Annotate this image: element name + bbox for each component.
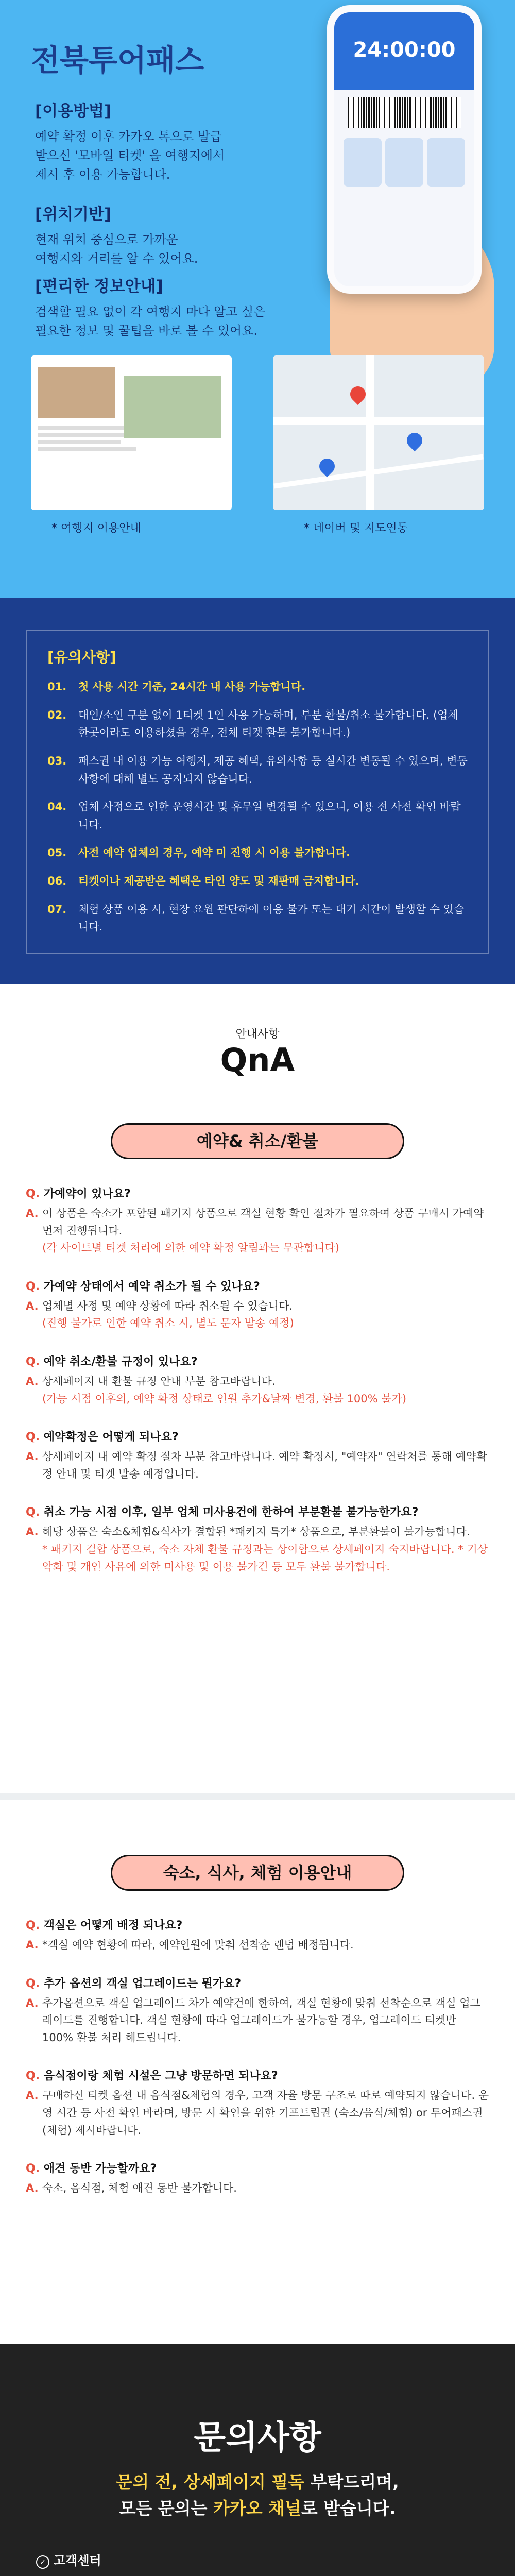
notice-text: 패스권 내 이용 가능 여행지, 제공 혜택, 유의사항 등 실시간 변동될 수 있으며, 변동 사항에 대해 별도 공지되지 않습니다. <box>78 754 468 785</box>
qna-question: Q. 추가 옵션의 객실 업그레이드는 뭔가요? <box>26 1977 242 1990</box>
phone-mockup <box>327 5 482 294</box>
qna-answer: A. 숙소, 음식점, 체험 애견 동반 불가합니다. <box>26 2182 237 2195</box>
qna-item <box>26 1975 489 2047</box>
qna-answer: A. 이 상품은 숙소가 포함된 패키지 상품으로 객실 현황 확인 절차가 필요하여 상품 구매시 가예약 먼저 진행됩니다. (각 사이트별 티켓 처리에 의한 예약 확정 알림과는 무관합니다) <box>26 1207 484 1255</box>
intro-block-line: 현재 위치 중심으로 가까운 <box>35 232 178 247</box>
contact-subtitle: 문의 전, 상세페이지 필독 부탁드리며, 모든 문의는 카카오 채널로 받습니다. <box>116 2472 399 2519</box>
qna-list-reservation <box>26 1185 489 1596</box>
qna-item <box>26 1503 489 1575</box>
intro-block-line: 예약 확정 이후 카카오 톡으로 발급 <box>35 129 222 144</box>
map-card <box>273 355 484 510</box>
notice-number: 02. <box>47 708 67 721</box>
intro-block-head: [위치기반] <box>35 205 112 224</box>
notice-text: 체험 상품 이용 시, 현장 요원 판단하에 이용 불가 또는 대기 시간이 발생할 수 있습니다. <box>78 903 465 934</box>
qna-question: Q. 음식점이랑 체험 시설은 그냥 방문하면 되나요? <box>26 2070 278 2083</box>
qna-question: Q. 객실은 어떻게 배정 되나요? <box>26 1919 183 1932</box>
qna-answer: A. *객실 예약 현황에 따라, 예약인원에 맞춰 선착순 랜덤 배정됩니다. <box>26 1939 354 1951</box>
notice-section <box>0 598 515 984</box>
qna-answer: A. 해당 상품은 숙소&체험&식사가 결합된 *패키지 특가* 상품으로, 부분환불이 불가능합니다. * 패키지 결합 상품으로, 숙소 자체 환불 규정과는 상이함으로 상세페이지 숙지바랍니다. * 기상악화 및 개인 사유에 의한 미사용 및 이용 불가건 등 모두 환불 불가합니다. <box>26 1526 488 1573</box>
qna-answer: A. 상세페이지 내 예약 확정 절차 부분 참고바랍니다. 예약 확정시, "예약자" 연락처를 통해 예약확정 안내 및 티켓 발송 예정입니다. <box>26 1450 487 1480</box>
place-info-card <box>31 355 232 510</box>
notice-number: 06. <box>47 875 67 888</box>
intro-block-line: 여행지와 거리를 알 수 있어요. <box>35 251 198 266</box>
phone-ticket-time: 24:00:00 <box>353 38 456 62</box>
caption-map-link: * 네이버 및 지도연동 <box>304 522 408 535</box>
qna-badge-small: 안내사항 <box>235 1028 280 1041</box>
qna-question: Q. 예약 취소/환불 규정이 있나요? <box>26 1355 198 1368</box>
qna-question: Q. 가예약 상태에서 예약 취소가 될 수 있나요? <box>26 1280 260 1293</box>
notice-number: 05. <box>47 846 67 859</box>
qna-item <box>26 1917 489 1954</box>
notice-row <box>47 798 468 834</box>
notice-box <box>26 630 489 954</box>
check-circle-icon: ✓ <box>36 2555 49 2569</box>
contact-title: 문의사항 <box>194 2419 321 2457</box>
feature-cards <box>31 355 484 535</box>
map-pin-icon <box>316 455 338 477</box>
place-thumbnail <box>427 138 465 187</box>
place-photo <box>124 376 221 438</box>
notice-text: 사전 예약 업체의 경우, 예약 미 진행 시 이용 불가합니다. <box>78 846 351 859</box>
qna-item <box>26 1428 489 1483</box>
intro-section <box>0 0 515 598</box>
caption-place-guide: * 여행지 이용안내 <box>52 522 141 535</box>
qna-section2-title: 숙소, 식사, 체험 이용안내 <box>111 1855 404 1891</box>
qna-section1-title: 예약& 취소/환불 <box>111 1123 404 1159</box>
qna-answer: A. 업체별 사정 및 예약 상황에 따라 취소될 수 있습니다. (진행 불가로 인한 예약 취소 시, 별도 문자 발송 예정) <box>26 1299 294 1330</box>
qna-question: Q. 취소 가능 시점 이후, 일부 업체 미사용건에 한하여 부분환불 불가능한가요? <box>26 1506 419 1519</box>
phone-tiles <box>341 138 467 187</box>
notice-row <box>47 706 468 742</box>
notice-row <box>47 752 468 788</box>
qna-item <box>26 2067 489 2139</box>
notice-text: 첫 사용 시간 기준, 24시간 내 사용 가능합니다. <box>78 681 306 693</box>
intro-block-line: 제시 후 이용 가능합니다. <box>35 167 170 182</box>
notice-number: 07. <box>47 903 67 916</box>
place-thumbnail <box>344 138 382 187</box>
notice-title: [유의사항] <box>47 649 116 666</box>
notice-row <box>47 844 468 862</box>
contact-section <box>0 2344 515 2576</box>
intro-block-location <box>35 201 323 268</box>
qna-answer: A. 추가옵션으로 객실 업그레이드 차가 예약건에 한하여, 객실 현황에 맞춰 선착순으로 객실 업그레이드를 진행합니다. 객실 현황에 따라 업그레이드가 불가능할 경우, 업그레이드 티켓만 100% 환불 처리 해드립니다. <box>26 1996 480 2044</box>
qna-list-facilities <box>26 1917 489 2218</box>
qna-question: Q. 애견 동반 가능할까요? <box>26 2162 157 2176</box>
notice-row <box>47 901 468 936</box>
intro-block-line: 필요한 정보 및 꿀팁을 바로 볼 수 있어요. <box>35 324 258 338</box>
qna-item <box>26 1353 489 1408</box>
intro-title: 전북투어패스 <box>31 43 204 78</box>
intro-block-info <box>35 273 323 341</box>
intro-block-line: 받으신 '모바일 티켓' 을 여행지에서 <box>35 148 225 163</box>
place-photo <box>38 367 115 418</box>
qna-answer: A. 구매하신 티켓 옵션 내 음식점&체험의 경우, 고객 자율 방문 구조로 따로 예약되지 않습니다. 운영 시간 등 사전 확인 바라며, 방문 시 확인을 위한 기프트립권 (숙소/음식/체험) or 투어패스권(체험) 제시바랍니다. <box>26 2089 489 2137</box>
qna-item <box>26 1278 489 1332</box>
map-pin-icon <box>404 430 425 451</box>
qna-item <box>26 1185 489 1257</box>
notice-number: 01. <box>47 681 67 693</box>
notice-row <box>47 872 468 890</box>
qna-item <box>26 2160 489 2197</box>
intro-block-line: 검색할 필요 없이 각 여행지 마다 알고 싶은 <box>35 304 266 319</box>
phone-ticket-header <box>334 12 474 90</box>
customer-center-label: ✓ 고객센터 <box>36 2550 101 2569</box>
intro-block-head: [이용방법] <box>35 102 112 121</box>
intro-block-head: [편리한 정보안내] <box>35 277 163 296</box>
qna-question: Q. 가예약이 있나요? <box>26 1188 131 1200</box>
notice-number: 04. <box>47 801 67 814</box>
qna-badge-title: QnA <box>220 1041 295 1079</box>
notice-number: 03. <box>47 754 67 767</box>
qna-question: Q. 예약확정은 어떻게 되나요? <box>26 1431 179 1444</box>
place-thumbnail <box>385 138 423 187</box>
qna-badge <box>211 1025 304 1079</box>
section-divider <box>0 1793 515 1800</box>
intro-block-usage <box>35 98 323 185</box>
notice-text: 대인/소인 구분 없이 1티켓 1인 사용 가능하며, 부분 환불/취소 불가합니다. (업체 한곳이라도 이용하셨을 경우, 전체 티켓 환불 불가합니다.) <box>78 708 458 739</box>
notice-row <box>47 678 468 696</box>
notice-text: 티켓이나 제공받은 혜택은 타인 양도 및 재판매 금지합니다. <box>78 875 360 888</box>
qna-answer: A. 상세페이지 내 환불 규정 안내 부분 참고바랍니다. (가능 시점 이후의, 예약 확정 상태로 인원 추가&날짜 변경, 환불 100% 불가) <box>26 1375 407 1405</box>
barcode-icon <box>348 97 461 128</box>
notice-text: 업체 사정으로 인한 운영시간 및 휴무일 변경될 수 있으니, 이용 전 사전 확인 바랍니다. <box>78 801 461 831</box>
